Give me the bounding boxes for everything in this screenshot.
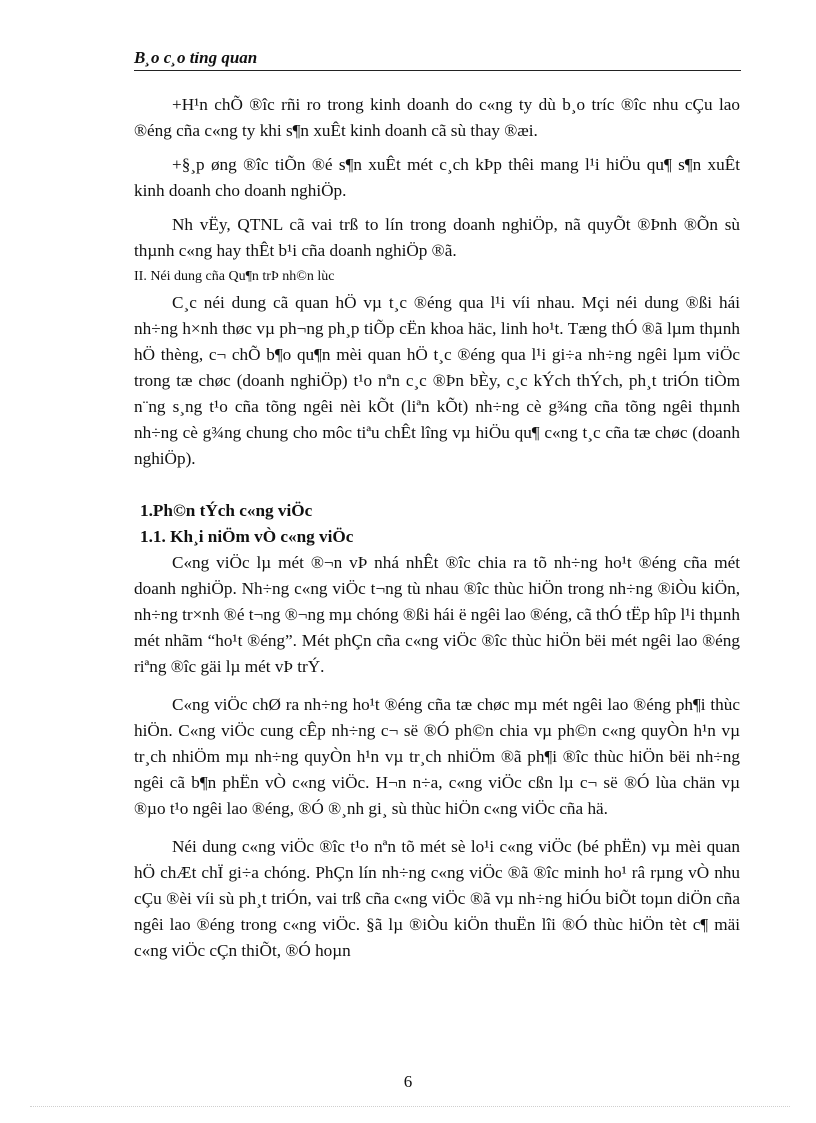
paragraph-job-activities: C«ng viÖc chØ ra nh÷ng ho¹t ®éng cña tæ chøc mµ mét ngêi lao ®éng ph¶i thùc hiÖn. C«ng viÖc cung cÊp nh÷ng c¬ së ®Ó ph©n chia vµ ph©n c«ng quyÒn h¹n vµ tr¸ch nhiÖm mµ nh÷ng quyÒn h¹n vµ tr¸ch nhiÖm ®ã ph¶i ®îc thùc hiÖn bëi nh÷ng ngêi cã b¶n phËn vÒ c«ng viÖc. H¬n n÷a, c«ng viÖc cßn lµ c¬ së ®Ó lùa chän vµ ®µo t¹o ngêi lao ®éng, ®Ó ®¸nh gi¸ sù thùc hiÖn c«ng viÖc cña hä. <box>134 695 740 818</box>
paragraph-qtnl-role: Nh vËy, QTNL cã vai trß to lín trong doanh nghiÖp, nã quyÕt ®Þnh ®Õn sù thµnh c«ng hay thÊt b¹i cña doanh nghiÖp ®ã. <box>134 215 740 260</box>
page-number: 6 <box>403 1072 413 1091</box>
section-heading-ii: II. Néi dung cña Qu¶n trÞ nh©n lùc <box>134 269 335 284</box>
footer-rule <box>30 1106 790 1107</box>
paragraph-risk-limitation: +H¹n chÕ ®îc rñi ro trong kinh doanh do c«ng ty dù b¸o tríc ®îc nhu cÇu lao ®éng cña c«ng ty khi s¶n xuÊt kinh doanh cã sù thay ®æi. <box>134 95 740 140</box>
paragraph-content-overview: C¸c néi dung cã quan hÖ vµ t¸c ®éng qua l¹i víi nhau. Mçi néi dung ®ßi hái nh÷ng h×nh thøc vµ ph¬ng ph¸p tiÕp cËn khoa häc, linh ho¹t. Tæng thÓ ®ã lµm thµnh hÖ thèng, c¬ chÕ b¶o qu¶n mèi quan hÖ t¸c ®éng qua l¹i gi÷a nh÷ng ngêi lµm viÖc trong tæ chøc (doanh nghiÖp) t¹o nªn c¸c ®Þn bÈy, c¸c kÝch thÝch, ph¸t triÓn tiÒm n¨ng s¸ng t¹o cña tõng ngêi nèi kÕt (liªn kÕt) nh÷ng cè g¾ng cña tõng ngêi thµnh nh÷ng cè g¾ng chung cho môc tiªu chÊt lîng vµ hiÖu qu¶ c«ng t¸c cña tæ chøc (doanh nghiÖp). <box>134 293 740 468</box>
paragraph-job-definition: C«ng viÖc lµ mét ®¬n vÞ nhá nhÊt ®îc chia ra tõ nh÷ng ho¹t ®éng cña mét doanh nghiÖp. Nh÷ng c«ng viÖc t¬ng tù nhau ®îc thùc hiÖn trong nh÷ng ®iÒu kiÖn, nh÷ng tr×nh ®é t¬ng ®¬ng mµ chóng ®ßi hái ë ngêi lao ®éng, cã thÓ tËp hîp l¹i thµnh mét nhãm “ho¹t ®éng”. Mét phÇn cña c«ng viÖc ®îc thùc hiÖn bëi mét ngêi lao ®éng riªng ®îc gäi lµ mét vÞ trÝ. <box>134 553 740 676</box>
header-title: B¸o c¸o tỉng quan <box>134 48 258 67</box>
header-rule <box>134 70 741 71</box>
document-body <box>134 92 740 964</box>
heading-job-concept: 1.1. Kh¸i niÖm vÒ c«ng viÖc <box>140 527 354 546</box>
paragraph-job-content: Néi dung c«ng viÖc ®îc t¹o nªn tõ mét sè lo¹i c«ng viÖc (bé phËn) vµ mèi quan hÖ chÆt chÏ gi÷a chóng. PhÇn lín nh÷ng c«ng viÖc ®ã ®îc minh ho¹ râ rµng vÒ nhu cÇu ®èi víi sù ph¸t triÓn, vai trß cña c«ng viÖc ®ã vµ nh÷ng hiÓu biÕt toµn diÖn cña ngêi lao ®éng trong c«ng viÖc. §ã lµ ®iÒu kiÖn thuËn lîi ®Ó thùc hiÖn tèt c¶ mäi c«ng viÖc cÇn thiÕt, ®Ó hoµn <box>134 837 740 960</box>
paragraph-production-progress: +§¸p øng ®îc tiÕn ®é s¶n xuÊt mét c¸ch kÞp thêi mang l¹i hiÖu qu¶ s¶n xuÊt kinh doanh cho doanh nghiÖp. <box>134 155 740 200</box>
heading-job-analysis: 1.Ph©n tÝch c«ng viÖc <box>140 501 313 520</box>
